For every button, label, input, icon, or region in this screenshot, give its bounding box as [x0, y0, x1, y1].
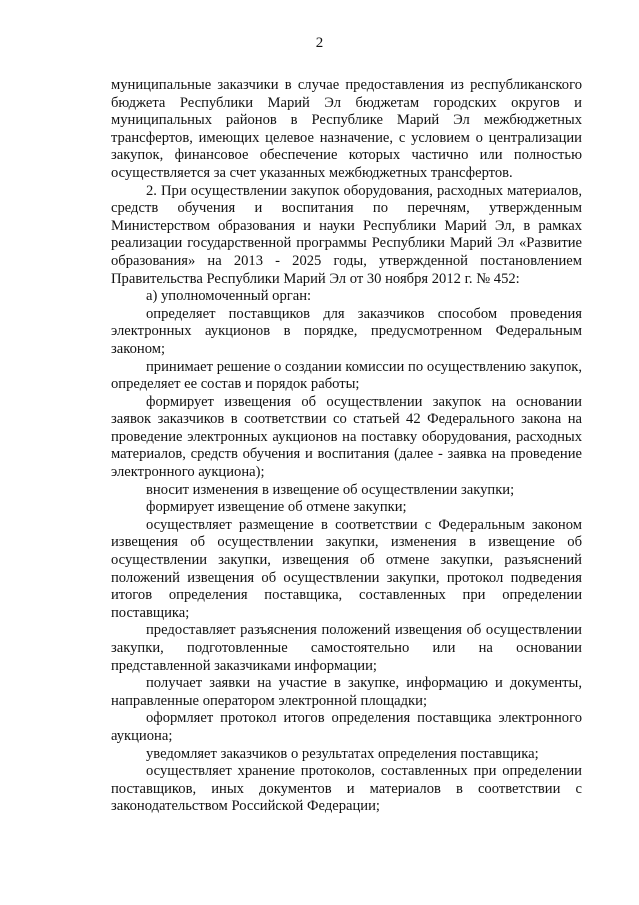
paragraph-municipal-customers: муниципальные заказчики в случае предоставления из республиканского бюджета Республики Марий Эл бюджетам городских округов и муниципальных районов в Республике Марий Эл межбюджетных трансфертов, имеющих целевое назначение, с условием о централизации закупок, финансовое обеспечение которых частично или полностью осуществляется за счет указанных межбюджетных трансфертов.	[111, 77, 582, 181]
paragraph-notifies-customers: уведомляет заказчиков о результатах определения поставщика;	[146, 745, 539, 762]
paragraph-receives-applications: получает заявки на участие в закупке, информацию и документы, направленные оператором электронной площадки;	[111, 675, 582, 709]
paragraph-clarifications: предоставляет разъяснения положений извещения об осуществлении закупки, подготовленные самостоятельно или на основании представленной заказчиками информации;	[111, 622, 582, 674]
paragraph-defines-suppliers: определяет поставщиков для заказчиков способом проведения электронных аукционов в порядке, предусмотренном Федеральным законом;	[111, 305, 582, 357]
paragraph-item-2: 2. При осуществлении закупок оборудования, расходных материалов, средств обучения и воспитания по перечням, утвержденным Министерством образования и науки Республики Марий Эл, в рамках реализации государственной программы Республики Марий Эл «Развитие образования» на 2013 - 2025 годы, утвержденной постановлением Правительства Республики Марий Эл от 30 ноября 2012 г. № 452:	[111, 182, 582, 287]
paragraph-protocol: оформляет протокол итогов определения поставщика электронного аукциона;	[111, 710, 582, 744]
paragraph-subitem-a: а) уполномоченный орган:	[146, 288, 312, 305]
paragraph-commission: принимает решение о создании комиссии по осуществлению закупок, определяет ее состав и порядок работы;	[111, 358, 582, 393]
paragraph-publication: осуществляет размещение в соответствии с Федеральным законом извещения об осуществлении закупки, изменения в извещение об осуществлении закупки, извещения об отмене закупки, разъяснений положений извещения об осуществлении закупки, протокол подведения итогов определения поставщика, составленных при определении поставщика;	[111, 516, 582, 621]
paragraph-forms-notices: формирует извещения об осуществлении закупок на основании заявок заказчиков в соответствии со статьей 42 Федерального закона на проведение электронных аукционов на поставку оборудования, расходных материалов, средств обучения и воспитания (далее - заявка на проведение электронного аукциона);	[111, 393, 582, 481]
paragraph-cancel-notice: формирует извещение об отмене закупки;	[146, 499, 407, 516]
paragraph-storage: осуществляет хранение протоколов, составленных при определении поставщиков, иных документов и материалов в соответствии с законодательством Российской Федерации;	[111, 763, 582, 815]
paragraph-changes-notice: вносит изменения в извещение об осуществлении закупки;	[146, 481, 515, 498]
page-number: 2	[315, 35, 324, 51]
document-body	[111, 77, 582, 816]
